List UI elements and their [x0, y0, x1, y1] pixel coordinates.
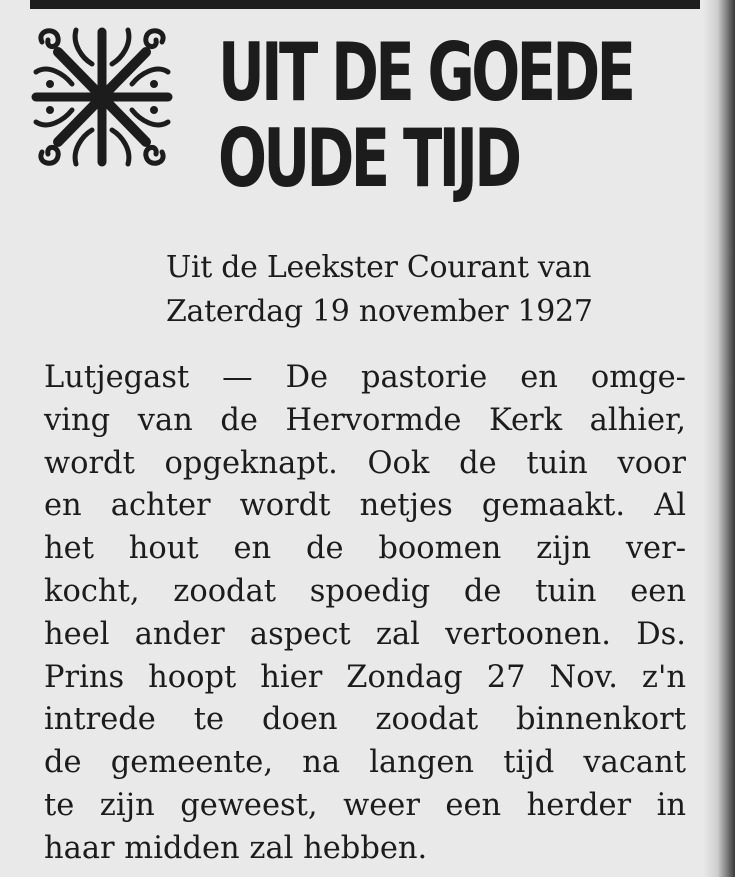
source-line-1: Uit de Leekster Courant van [166, 250, 592, 285]
source-attribution [166, 246, 686, 334]
article-body [44, 357, 686, 871]
top-rule [30, 0, 700, 9]
article-line: kocht, zoodat spoedig de tuin een [44, 573, 686, 609]
article-line: en achter wordt netjes gemaakt. Al [44, 488, 686, 524]
article-line: haar midden zal hebben. [44, 830, 428, 866]
article-line: wordt opgeknapt. Ook de tuin voor [44, 445, 686, 481]
article-line: Prins hoopt hier Zondag 27 Nov. z'n [44, 659, 686, 695]
headline-line-2: OUDE TIJD [218, 112, 519, 205]
decorative-swirl-ornament-icon [28, 24, 176, 170]
page-edge-shadow [703, 0, 735, 877]
article-line: het hout en de boomen zijn ver- [44, 531, 686, 567]
article-line: ving van de Hervormde Kerk alhier, [44, 402, 686, 438]
headline [218, 26, 633, 205]
article-line: heel ander aspect zal vertoonen. Ds. [44, 616, 686, 652]
article-line: de gemeente, na langen tijd vacant [44, 745, 686, 781]
source-line-2: Zaterdag 19 november 1927 [166, 294, 593, 329]
article-line: te zijn geweest, weer een herder in [44, 787, 686, 823]
headline-line-1: UIT DE GOEDE [218, 26, 633, 119]
article-line: intrede te doen zoodat binnenkort [44, 702, 686, 738]
article-line: Lutjegast — De pastorie en omge- [44, 360, 686, 395]
